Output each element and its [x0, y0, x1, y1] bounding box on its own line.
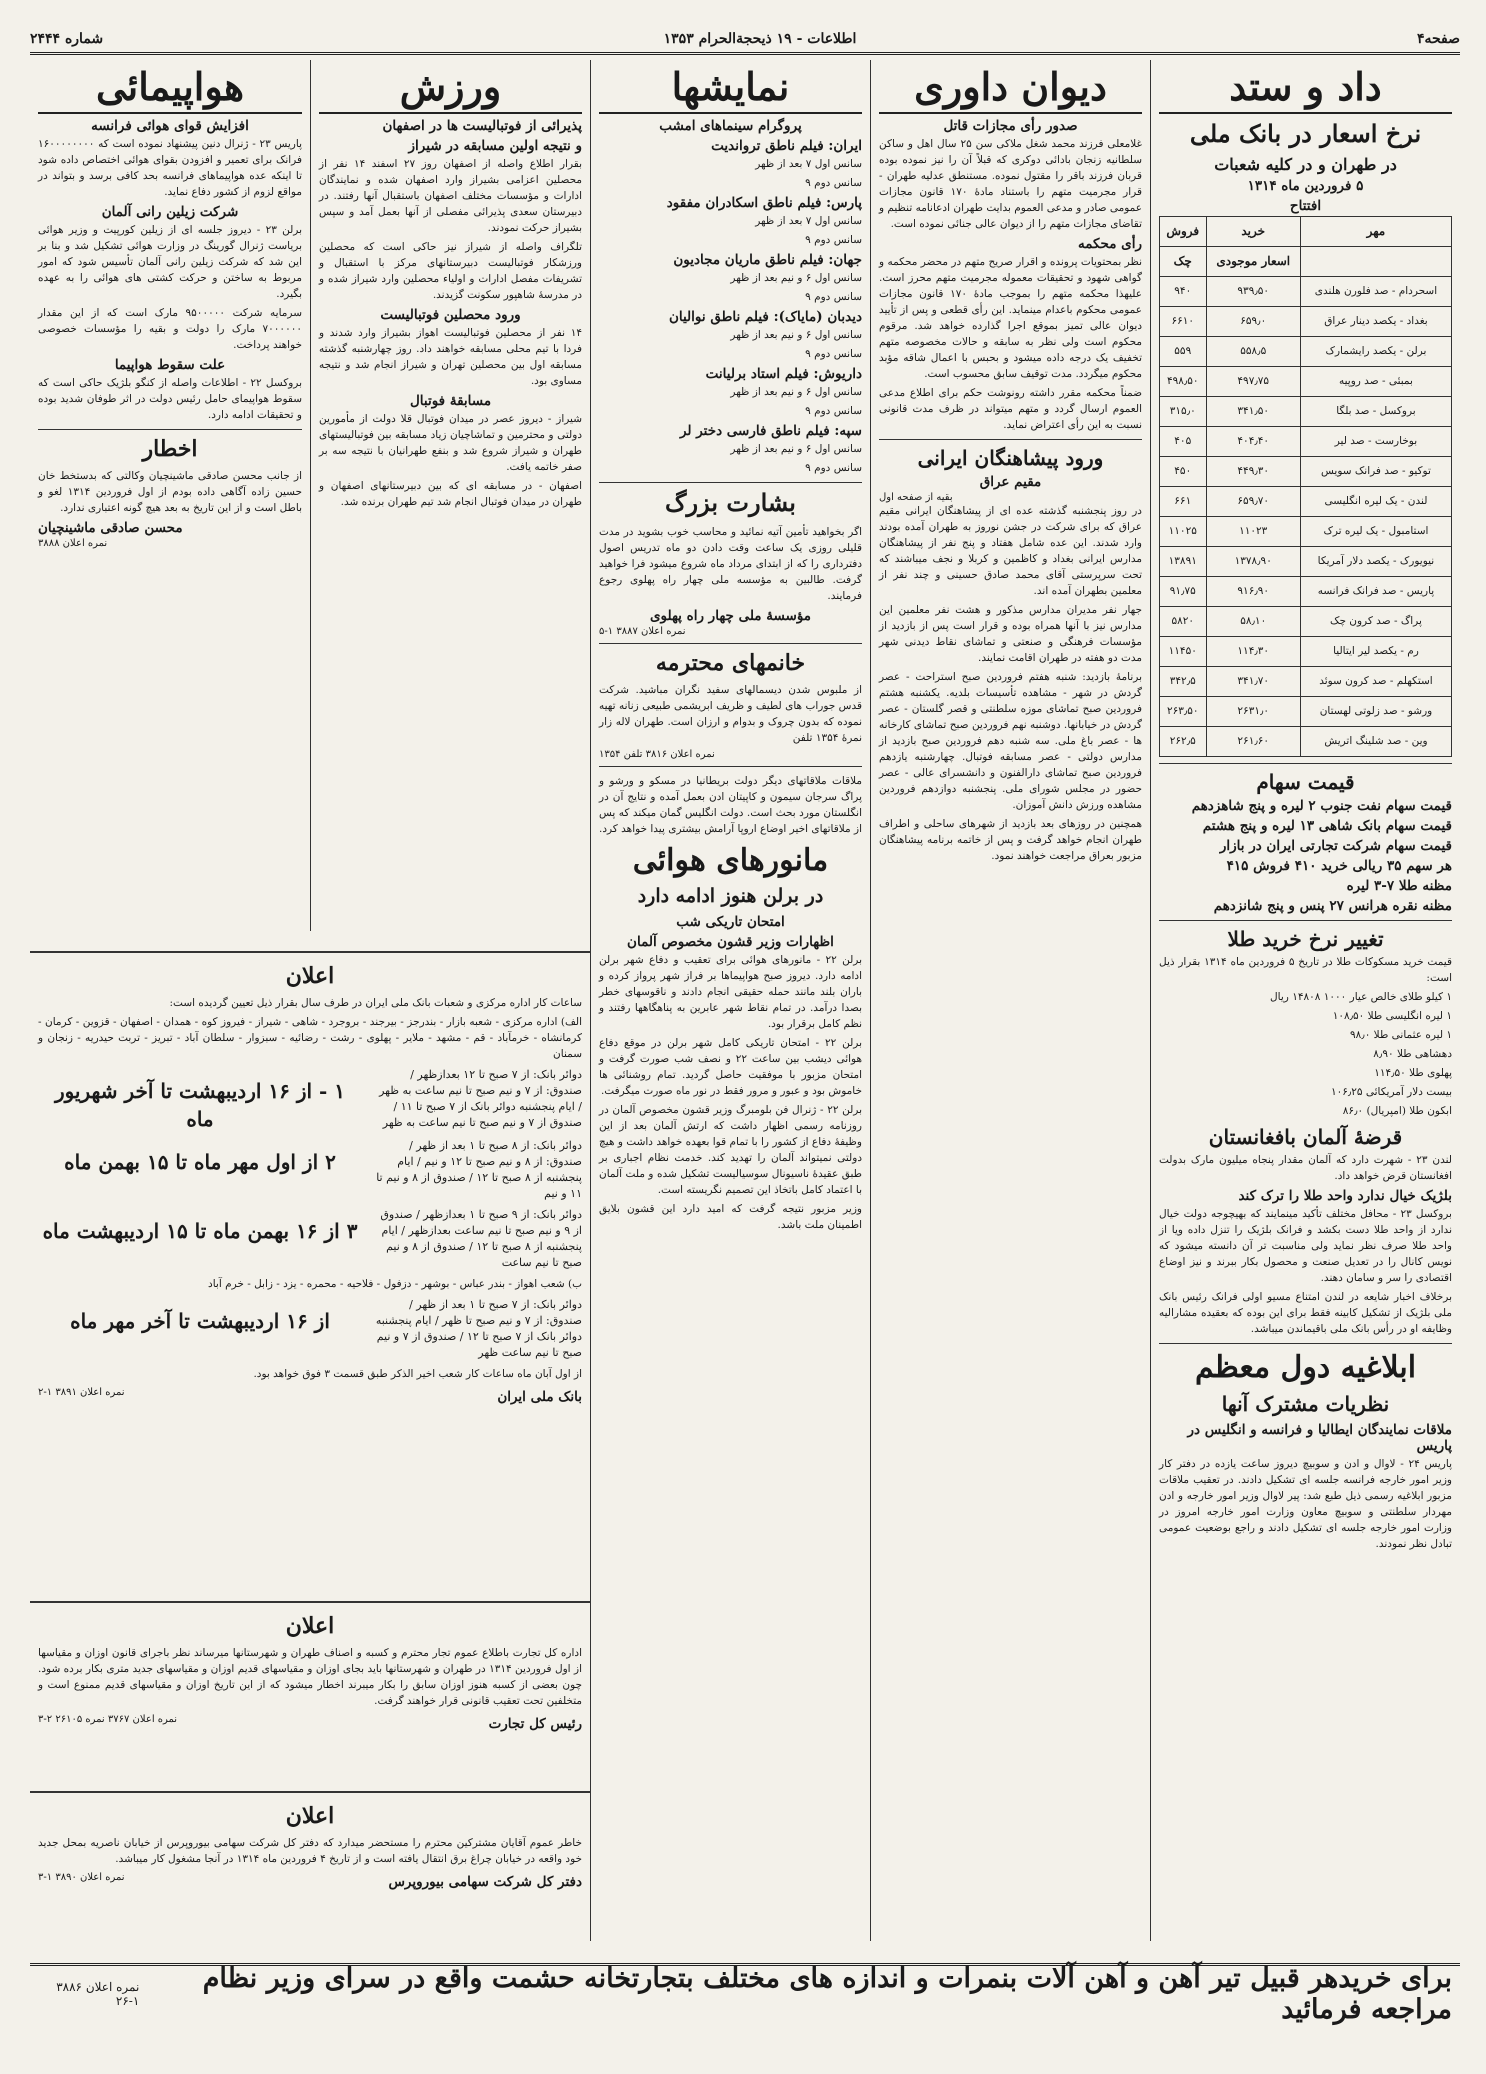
rate-sell: ۶۶۱۰ [1160, 306, 1207, 336]
gold-item: ابکون طلا (امپریال) ۸۶٫۰ [1342, 1104, 1452, 1117]
th-sub-2: چک [1160, 246, 1207, 276]
cinema-item [599, 309, 862, 362]
rate-sell: ۵۸۲۰ [1160, 606, 1207, 636]
schedule-period: از ۱۶ اردیبهشت تا آخر مهر ماه [70, 1309, 330, 1334]
rate-buy: ۳۴۱٫۷۰ [1206, 666, 1300, 696]
aviation-p2: برلن ۲۳ - دیروز جلسه ای از زیلین کورپیت و وزیر هوائی بریاست ژنرال گورینگ در وزارت هوائی تشکیل شد و بنا بر این شد که شرکت زیلین رانی آلمان تأسیس شود که امور مربوط به ساختن و حرکت کشتی های هوائی را به عهده بگیرد. [38, 223, 302, 300]
schedule-period: ۱ - از ۱۶ اردیبهشت تا آخر شهریور ماه [54, 1079, 346, 1132]
gold-item: ۱ کیلو طلای خالص عیار ۱۰۰۰ ۱۴۸۰۸ ریال [1270, 990, 1452, 1003]
maneuver-sub-3: اظهارات وزیر قشون مخصوص آلمان [627, 933, 834, 950]
cinema-show: سانس دوم ۹ [805, 233, 862, 246]
scouts-text-3: برنامهٔ بازدید: شنبه هفتم فروردین صبح استراحت - عصر گردش در شهر - مشاهده تأسیسات بلدیه. یکشنبه هشتم فروردین صبح تماشای موزه سلطنتی و قصر گلستان - عصر گردش در خیابانها. دوشنبه نهم فروردین صبح تماشای کارخانه ها - عصر باغ ملی. سه شنبه دهم فروردین صبح بازدید از مدارس دولتی - عصر مسابقه فوتبال. چهارشنبه یازدهم فروردین صبح تماشای دارالفنون و دانشسرای عالی - عصر حضور در مجلس شورای ملی. پنجشنبه دوازدهم فروردین مشاهده ورزش دانش آموزان. [879, 670, 1142, 811]
court-p1: غلامعلی فرزند محمد شغل ملاکی سن ۲۵ سال اهل و ساکن سلطانیه زنجان بادائی دوکری که قبلاً آن را نیز نموده بوده قربان فرزند باقر را مقتول نموده. مستنطق عدلیه طهران - قرار مجرمیت متهم را باستناد مادهٔ ۱۷۰ قانون مجازات عمومی صادر و مدعی العموم بدایت طهران ادعانامه تنظیم و تقاضای مجازات متهم را از دیوان عالی جنائی نموده است. [878, 137, 1142, 230]
rate-sell: ۹۱٫۷۵ [1160, 576, 1207, 606]
schedule-row [38, 1297, 582, 1361]
scouts-continued: بقیه از صفحه اول [879, 491, 953, 503]
schedule-row [38, 1138, 582, 1202]
cinema-show: سانس دوم ۹ [805, 404, 862, 417]
schedule-row [38, 1207, 582, 1271]
rate-currency: برلن - یکصد رایشمارک [1300, 336, 1451, 366]
page-number: صفحه۴ [1416, 31, 1460, 47]
th-currency: مهر [1300, 216, 1451, 246]
schedule-hours: دوائر بانک: از ۸ صبح تا ۱ بعد از ظهر / صندوق: از ۸ و نیم صبح تا ۱۲ و نیم / ایام پنجشنبه از ۸ صبح تا ۱۲ / صندوق از ۸ و نیم تا ۱۱ و نیم [376, 1139, 582, 1201]
cinema-show: سانس دوم ۹ [805, 290, 862, 303]
loan-text: لندن ۲۳ - شهرت دارد که آلمان مقدار پنجاه میلیون مارک بدولت افغانستان قرض خواهد داد. [1159, 1153, 1452, 1182]
sports-h1: پذیرائی از فوتبالیست ها در اصفهان [382, 117, 582, 134]
rate-currency: بروکسل - صد بلگا [1300, 396, 1451, 426]
maneuver-text-4: وزیر مزبور نتیجه گرفت که امید دارد این قشون بلایق اطمینان ملت باشد. [599, 1202, 862, 1231]
cinema-show: سانس اول ۶ و نیم بعد از ظهر [730, 328, 862, 341]
stock-item: مظنه نقره هرانس ۲۷ پنس و پنج شانزدهم [1213, 897, 1452, 914]
notice1-footer: از اول آبان ماه ساعات کار شعب اخیر الذکر طبق قسمت ۳ فوق خواهد بود. [253, 1368, 582, 1381]
rate-buy: ۹۳۹٫۵۰ [1206, 276, 1300, 306]
loan-title: قرضهٔ آلمان بافغانستان [1208, 1124, 1403, 1149]
rate-row [1160, 726, 1452, 756]
news-text: ملاقات ملاقاتهای دیگر دولت بریطانیا در مسکو و ورشو و پراگ سرجان سیمون و کاپیتان ادن بعمل آمده و نتایج آن در انگلستان مورد بحث است. دولت انگلیس گمان میکند که پس از ملاقاتهای اخیر اوضاع اروپا آرامش بیشتری پیدا خواهد کرد. [599, 774, 862, 835]
gold-list [1159, 989, 1452, 1119]
rate-currency: بوخارست - صد لیر [1300, 426, 1451, 456]
schedule-hours: دوائر بانک: از ۹ صبح تا ۱ بعدازظهر / صندوق از ۹ و نیم صبح تا نیم ساعت بعدازظهر / ایام پنجشنبه از ۸ صبح تا ۱۲ / صندوق از ۸ و نیم صبح تا نیم ساعت [380, 1208, 582, 1270]
rate-buy: ۱۱۰۲۳ [1206, 516, 1300, 546]
notice1-intro: ساعات کار اداره مرکزی و شعبات بانک ملی ایران در طرف سال بقرار ذیل تعیین گردیده است: [169, 997, 582, 1010]
bisharat-title: بشارت بزرگ [665, 487, 796, 517]
sports-column [310, 60, 590, 931]
maneuver-sub: در برلن هنوز ادامه دارد [637, 884, 824, 907]
th-sub-0 [1300, 246, 1451, 276]
page-header [30, 26, 1460, 55]
rate-sell: ۲۶۳٫۵۰ [1160, 696, 1207, 726]
rate-buy: ۲۶۱٫۶۰ [1206, 726, 1300, 756]
exchange-rates-table [1159, 216, 1452, 757]
court-column [870, 60, 1150, 1941]
th-sub-1: اسعار موجودی [1206, 246, 1300, 276]
rate-buy: ۵۵۸٫۵ [1206, 336, 1300, 366]
rate-row [1160, 276, 1452, 306]
cinema-item [599, 195, 862, 248]
notice3-ad-number: نمره اعلان ۳۸۹۰ ۱-۳ [38, 1872, 125, 1884]
cinema-list [599, 138, 862, 476]
finance-column [1150, 60, 1460, 1941]
sports-p1: بقرار اطلاع واصله از اصفهان روز ۲۷ اسفند ۱۴ نفر از محصلین اعزامی بشیراز وارد اصفهان شده و نمایندگان ادارات و مؤسسات مختلف اصفهان باستقبال آنها رفتند. در دبیرستان سعدی پذیرائی مفصلی از آنها بعمل آمد و سپس بشیراز حرکت نمودند. [319, 157, 582, 234]
scouts-text-4: همچنین در روزهای بعد بازدید از شهرهای ساحلی و اطراف طهران انجام خواهد گرفت و پس از خاتمه برنامه پیشاهنگان مزبور بعراق مراجعت خواهند نمود. [879, 817, 1142, 862]
powers-text: پاریس ۲۴ - لاوال و ادن و سوبیچ دیروز ساعت یازده در دفتر کار وزیر امور خارجه فرانسه جلسه ای تشکیل دادند. در تعقیب ملاقات مزبور ابلاغیه رسمی ذیل طبع شد: پیر لاوال وزیر امور خارجه و ادن مهردار سلطنتی و سوبیچ معاون وزارت امور خارجه امروز در وزارت امور خارجه جلسه ای تشکیل دادند و راجع بوضعیت عمومی تبادل نظر نمودند. [1159, 1457, 1453, 1550]
rate-row [1160, 666, 1452, 696]
bisharat-ad-number: نمره اعلان ۳۸۸۷ ۱-۵ [599, 625, 686, 637]
rate-sell: ۱۳۸۹۱ [1160, 546, 1207, 576]
sports-p5: اصفهان - در مسابقه ای که بین دبیرستانهای اصفهان و طهران در میدان فوتبال انجام شد تیم طهران برنده شد. [319, 479, 582, 508]
court-title: دیوان داوری [879, 66, 1142, 114]
notice1-signature: بانک ملی ایران [497, 1389, 582, 1406]
belgium-text-2: برخلاف اخبار شایعه در لندن امتناع مسیو اولی فرانک رئیس بانک ملی بلژیک از تشکیل کابینه فقط برای این بوده که بعقیده مشارالیه وظایفه او در رأس بانک ملی باقیماندن میباشد. [1159, 1290, 1452, 1335]
rate-currency: استامبول - یک لیره ترک [1300, 516, 1451, 546]
rate-buy: ۱۱۴٫۳۰ [1206, 636, 1300, 666]
aviation-p3: سرمایه شرکت ۹۵۰۰۰۰۰ مارک است که از این مقدار ۷۰۰۰۰۰۰ مارک را دولت و بقیه را مؤسسات خصوصی خواهند پرداخت. [38, 306, 302, 351]
warning-signature: محسن صادقی ماشینچیان [38, 520, 183, 537]
th-buy: خرید [1206, 216, 1300, 246]
rate-sell: ۳۴۲٫۵ [1160, 666, 1207, 696]
sports-h1b: و نتیجه اولین مسابقه در شیراز [408, 137, 582, 154]
cinema-name: دیدبان (مایاک): فیلم ناطق نوالیان [668, 308, 862, 325]
gold-item: پهلوی طلا ۱۱۴٫۵۰ [1374, 1066, 1452, 1079]
scouts-text-2: جهار نفر مدیران مدارس مذکور و هشت نفر معلمین این مدارس نیز با آنها همراه بوده و قرار است پس از بازدید از مؤسسات فرهنگی و صنعتی و تماشای نقاط دیدنی شهر مدت دو هفته در طهران اقامت نمایند. [879, 603, 1142, 664]
cinema-name: سپه: فیلم ناطق فارسی دختر لر [679, 422, 862, 439]
aviation-p1: پاریس ۲۳ - ژنرال دنین پیشنهاد نموده است که ۱۶۰۰۰۰۰۰۰۰ فرانک برای تعمیر و افزودن بقوای هوائی اختصاص داده شود تا اینکه عده هواپیماهای فرانسه بحد کافی برسد و بتواند در مواقع لزوم از کشور دفاع نماید. [38, 137, 302, 198]
notice3-signature: دفتر کل شرکت سهامی بیوروپرس [388, 1874, 582, 1891]
aviation-title: هواپیمائی [38, 66, 302, 114]
notice2-title: اعلان [285, 1613, 335, 1639]
rate-buy: ۶۵۹٫۰ [1206, 306, 1300, 336]
cinema-item [599, 252, 862, 305]
notice1-branches-b: ب) شعب اهواز - بندر عباس - بوشهر - دزفول - فلاحیه - محمره - یزد - زابل - خرم آباد [208, 1278, 582, 1291]
newspaper-page [30, 26, 1460, 2025]
rate-currency: وین - صد شلینگ اتریش [1300, 726, 1451, 756]
cinema-program-title: پروگرام سینماهای امشب [659, 117, 802, 134]
gold-item: ۱ لیره عثمانی طلا ۹۸٫۰ [1350, 1028, 1452, 1041]
sports-title: ورزش [319, 66, 582, 114]
cinema-show: سانس دوم ۹ [805, 347, 862, 360]
rate-row [1160, 606, 1452, 636]
cinema-name: پارس: فیلم ناطق اسکادران مفقود [666, 194, 862, 211]
notice3-text: خاطر عموم آقایان مشترکین محترم را مستحضر میدارد که دفتر کل شرکت سهامی بیوروپرس از خیابان ناصریه بمحل جدید خود واقعه در خیابان چراغ برق انتقال یافته است و از تاریخ ۴ فروردین ماه ۱۳۱۴ در آنجا مشغول کار میباشد. [38, 1837, 582, 1866]
rate-currency: ورشو - صد زلوتی لهستان [1300, 696, 1451, 726]
rate-sell: ۹۴۰ [1160, 276, 1207, 306]
notice1-branches-a: الف) اداره مرکزی - شعبه بازار - بندرجز - بیرجند - بروجرد - شاهی - شیراز - فیروز کوه - همدان - اصفهان - قزوین - کرمان - کرمانشاه - خرمآباد - قم - مشهد - ملایر - پهلوی - رشت - رضائیه - سبزوار - سلطان آباد - تبریز - تربت حیدریه - زنجان و سمنان [38, 1016, 582, 1061]
rates-date: ۵ فروردین ماه ۱۳۱۴ [1247, 177, 1364, 194]
trade-notice [30, 1601, 590, 1791]
schedule-row [38, 1067, 582, 1133]
notice3-title: اعلان [285, 1803, 335, 1829]
belgium-text: بروکسل ۲۳ - محافل مختلف تأکید مینمایند که بهیچوجه دولت خیال ندارد از واحد طلا دست بکشد و فرانک بلژیک را تنزل داده ویا از واحد طلا صرف نظر نماید ولی مناسبت تر آن دانسته میشود که نویس کانال را در تعدیل صنعت و محصول بکار ببرند و نیز اوضاع اقتصادی را سر و سامان دهند. [1159, 1207, 1452, 1284]
finance-title: داد و ستد [1159, 66, 1452, 114]
bisharat-text: اگر بخواهید تأمین آتیه نمائید و محاسب خوب بشوید در مدت قلیلی روزی یک ساعت وقت دادن دو ماه تدریس اصول دفترداری را که از ابتدای مرداد ماه شروع میشود فرا خواهید گرفت. طالبین به مؤسسه ملی چهار راه پهلوی رجوع فرمایند. [599, 525, 862, 602]
rate-currency: رم - یکصد لیر ایتالیا [1300, 636, 1451, 666]
cinema-show: سانس اول ۷ بعد از ظهر [755, 157, 862, 170]
footer-main: برای خریدهر قبیل تیر آهن و آهن آلات بنمرات و اندازه های مختلف بتجارتخانه حشمت واقع در سرای وزیر نظام مراجعه فرمائید [202, 1962, 1452, 2025]
notice1-ad-number: نمره اعلان ۳۸۹۱ ۱-۲ [38, 1387, 125, 1399]
aviation-p4: بروکسل ۲۲ - اطلاعات واصله از کنگو بلژیک حاکی است که سقوط هواپیمای حامل رئیس دولت در اثر طوفان شدید بوده و تحقیقات ادامه دارد. [38, 376, 302, 421]
masthead-date: اطلاعات - ۱۹ ذیحجةالحرام ۱۳۵۳ [663, 31, 857, 47]
rate-currency: بغداد - یکصد دینار عراق [1300, 306, 1451, 336]
court-p3: ضمناً محکمه مقرر داشته رونوشت حکم برای اطلاع مدعی العموم ارسال گردد و متهم میتواند در ظرف مدت قانونی نسبت به این رأی اعتراض نماید. [879, 386, 1142, 431]
rate-currency: استکهلم - صد کرون سوئد [1300, 666, 1451, 696]
ladies-ad-number: نمره اعلان ۳۸۱۶ تلفن ۱۳۵۴ [599, 748, 715, 760]
rate-buy: ۴۰۴٫۴۰ [1206, 426, 1300, 456]
stock-item: قیمت سهام شرکت تجارتی ایران در بازار [1219, 837, 1452, 854]
ladies-title: خانمهای محترمه [655, 649, 806, 676]
rate-row [1160, 636, 1452, 666]
rate-row [1160, 336, 1452, 366]
cinema-item [599, 138, 862, 191]
rate-row [1160, 366, 1452, 396]
rate-currency: نیویورک - یکصد دلار آمریکا [1300, 546, 1451, 576]
cinema-name: ایران: فیلم ناطق ترواندیت [711, 137, 862, 154]
scouts-title: ورود پیشاهنگان ایرانی [917, 445, 1104, 470]
court-p2: نظر بمحتویات پرونده و اقرار صریح متهم در محضر محکمه و گواهی شهود و تحقیقات معموله مجرمیت متهم محرز است. علیهذا محکمه متهم را بموجب مادهٔ ۱۷۰ قانون مجازات عمومی محکوم باعدام مینماید. این رأی قطعی و پس از تأیید دیوان عالی تمیز بموقع اجرا گذارده خواهد شد. مرقوم محکوم است ولی نظر به سابقه و حالات مخصوصه متهم تخفیف یک درجه داده میشود و بحبس با اعمال شاقه مؤبد محکوم میگردد. مدت توقیف سابق محسوب است. [879, 255, 1142, 380]
stock-item: قیمت سهام بانک شاهی ۱۳ لیره و پنج هشتم [1202, 817, 1452, 834]
rate-sell: ۴۵۰ [1160, 456, 1207, 486]
rates-opening: افتتاح [1289, 197, 1322, 214]
rate-sell: ۶۶۱ [1160, 486, 1207, 516]
rate-row [1160, 576, 1452, 606]
aviation-column [30, 60, 310, 931]
rate-buy: ۴۹۷٫۷۵ [1206, 366, 1300, 396]
cinema-item [599, 366, 862, 419]
rate-currency: پراگ - صد کرون چک [1300, 606, 1451, 636]
rate-row [1160, 546, 1452, 576]
rate-buy: ۱۳۷۸٫۹۰ [1206, 546, 1300, 576]
court-h2: رأی محکمه [1078, 235, 1142, 252]
schedule-group-b [38, 1297, 582, 1361]
cinema-show: سانس اول ۶ و نیم بعد از ظهر [730, 271, 862, 284]
maneuver-text-3: برلن ۲۲ - ژنرال فن بلومبرگ وزیر قشون مخصوص آلمان در روزنامه رسمی اظهار داشت که ارتش آلمان بعد از این وظیفهٔ دفاع از کشور را با تمام قوا بعهده خواهد داشت و هیچ دولتی نمیتواند آلمان را تهدید کند. خدمت نظام اجباری بر طبق عقیدهٔ ناسیونال سوسیالیست تشکیل شده و ملت آلمان با اعتماد کامل باتخاذ این تصمیم نگریسته است. [599, 1103, 863, 1196]
maneuver-text-2: برلن ۲۲ - امتحان تاریکی کامل شهر برلن در موقع دفاع هوائی دیشب بین ساعت ۲۲ و نصف شب صورت گرفت و امتحان مزبور با موفقیت حاصل گردید. تمام روشنائی ها خاموش بود و عبور و مرور فقط در نور ماه صورت میگرفت. [599, 1036, 862, 1097]
rate-row [1160, 516, 1452, 546]
schedule-group-a [38, 1067, 582, 1271]
bank-hours-notice [30, 951, 590, 1601]
ladies-text: از ملبوس شدن دیسمالهای سفید نگران مباشید. شرکت قدس جوراب های لطیف و ظریف ابریشمی طبیعی زنانه تهیه نموده که بدون چروک و بدوام و ارزان است. طهران لاله زار نمرهٔ ۱۳۵۴ تلفن [599, 683, 862, 744]
scouts-text: در روز پنجشنبه گذشته عده ای از پیشاهنگان ایرانی مقیم عراق که برای شرکت در جشن نوروز به طهران آمده بودند وارد شدند. این عده شامل هفتاد و پنج نفر از پیشاهنگان مدارس ایرانی بغداد و کاظمین و کربلا و نجف میباشند که تحت سرپرستی آقای محمد صادق حسینی و چند نفر از معلمین بطهران آمده اند. [879, 504, 1142, 597]
maneuver-sub-2: امتحان تاریکی شب [676, 913, 785, 930]
rate-buy: ۶۵۹٫۷۰ [1206, 486, 1300, 516]
notice1-title: اعلان [285, 963, 335, 989]
powers-title: ابلاغیه دول معظم [1194, 1349, 1417, 1385]
gold-intro: قیمت خرید مسکوکات طلا در تاریخ ۵ فروردین ماه ۱۳۱۴ بقرار ذیل است: [1159, 955, 1452, 984]
rate-row [1160, 396, 1452, 426]
bureau-notice [30, 1791, 590, 1941]
powers-subtitle: نظریات مشترک آنها [1221, 1391, 1390, 1416]
stock-item: قیمت سهام نفت جنوب ۲ لیره و پنج شاهزدهم [1191, 797, 1452, 814]
rate-buy: ۲۶۳۱٫۰ [1206, 696, 1300, 726]
footer-ad-number: نمره اعلان ۳۸۸۶ ۱-۲۶ [56, 1979, 140, 2008]
gold-item: بیست دلار آمریکائی ۱۰۶٫۲۵ [1330, 1085, 1452, 1098]
stock-title: قیمت سهام [1256, 769, 1355, 794]
rate-sell: ۴۹۸٫۵۰ [1160, 366, 1207, 396]
warning-ad-number: نمره اعلان ۳۸۸۸ [38, 538, 108, 550]
warning-title: اخطار [142, 435, 198, 462]
rate-row [1160, 696, 1452, 726]
rate-row [1160, 456, 1452, 486]
schedule-period: ۲ از اول مهر ماه تا ۱۵ بهمن ماه [64, 1150, 336, 1175]
rate-row [1160, 426, 1452, 456]
cinema-show: سانس اول ۶ و نیم بعد از ظهر [730, 385, 862, 398]
rate-currency: لندن - یک لیره انگلیسی [1300, 486, 1451, 516]
scouts-sub: مقیم عراق [979, 473, 1042, 490]
stock-item: مظنه طلا ۷-۳ لیره [1346, 877, 1452, 894]
rate-buy: ۵۸٫۱۰ [1206, 606, 1300, 636]
footer-ad [30, 1962, 1460, 2025]
shows-title: نمایشها [599, 66, 862, 114]
rates-title: نرخ اسعار در بانک ملی [1189, 118, 1422, 148]
rate-sell: ۱۱۴۵۰ [1160, 636, 1207, 666]
warning-text: از جانب محسن صادقی ماشینچیان وکالتی که بدستخط خان حسین زاده آگاهی داده بودم از اول فروردین ۱۳۱۴ لغو و باطل است و از این تاریخ به بعد هیچ گونه اعتباری ندارد. [38, 470, 303, 515]
notice2-signature: رئیس کل تجارت [488, 1716, 582, 1733]
cinema-name: جهان: فیلم ناطق ماریان مجادیون [673, 251, 862, 268]
rate-buy: ۳۴۱٫۵۰ [1206, 396, 1300, 426]
cinema-show: سانس اول ۶ و نیم بعد از ظهر [730, 442, 862, 455]
sports-p2: تلگراف واصله از شیراز نیز حاکی است که محصلین ورزشکار فوتبالیست دبیرستانهای مرکز با استقبال و تشریفات مفصل ادارات و اولیاء محصلین وارد شیراز شده و در مدرسهٔ شاهپور سکونت گزیدند. [319, 240, 582, 301]
rate-sell: ۴۰۵ [1160, 426, 1207, 456]
rate-row [1160, 306, 1452, 336]
sports-h3: مسابقهٔ فوتبال [409, 392, 492, 409]
schedule-period: ۳ از ۱۶ بهمن ماه تا ۱۵ اردیبهشت ماه [42, 1219, 358, 1244]
belgium-title: بلژیک خیال ندارد واحد طلا را ترک کند [1238, 1187, 1452, 1204]
rate-buy: ۴۴۹٫۳۰ [1206, 456, 1300, 486]
gold-title: تغییر نرخ خرید طلا [1227, 926, 1384, 951]
cinema-show: سانس دوم ۹ [805, 176, 862, 189]
maneuver-title: مانورهای هوائی [632, 842, 829, 878]
issue-number: شماره ۲۴۴۴ [30, 31, 104, 47]
sports-h2: ورود محصلین فوتبالیست [380, 306, 521, 323]
notice2-ad-number: نمره اعلان ۳۷۶۷ نمره ۲۶۱۰۵ ۲-۳ [38, 1714, 178, 1726]
sports-p3: ۱۴ نفر از محصلین فوتبالیست اهواز بشیراز وارد شدند و فردا با تیم محلی مسابقه خواهند داد. روز چهارشنبه گذشته مسابقه اول بین محصلین تهران و شیراز انجام شد و نتیجه مساوی بود. [319, 326, 582, 387]
maneuver-text: برلن ۲۲ - مانورهای هوائی برای تعقیب و دفاع شهر برلن ادامه دارد. دیروز صبح هواپیماها بر فراز شهر پرواز کرده و باران بلند مانند حمله حقیقی انجام دادند و ناقوسهای خطر بصدا درآمد. در تمام نقاط شهر عابرین به پناهگاهها رفتند و نظم کامل برقرار بود. [599, 953, 862, 1030]
sports-p4: شیراز - دیروز عصر در میدان فوتبال قلا دولت از مأمورین دولتی و محترمین و تماشاچیان زیاد مسابقه بین فوتبالیستهای طهران و شیراز شروع شد و بنفع طهرانیان با نتیجه سه بر صفر خاتمه یافت. [319, 412, 582, 473]
stocks-list [1159, 798, 1452, 914]
schedule-hours: دوائر بانک: از ۷ صبح تا ۱۲ بعدازظهر / صندوق: از ۷ و نیم صبح تا نیم ساعت به ظهر / ایام پنجشنبه دوائر بانک از ۷ صبح تا ۱۱ / صندوق از ۷ و نیم صبح تا نیم ساعت به ظهر [379, 1068, 582, 1130]
th-sell: فروش [1160, 216, 1207, 246]
rate-currency: اسحردام - صد فلورن هلندی [1300, 276, 1451, 306]
shows-column [590, 60, 870, 1941]
powers-subtitle-2: ملاقات نمایندگان ایطالیا و فرانسه و انگلیس در پاریس [1187, 1421, 1452, 1454]
notice2-text: اداره کل تجارت باطلاع عموم تجار محترم و کسبه و اصناف طهران و شهرستانها میرساند نظر باجرای قانون اوزان و مقیاسها از اول فروردین ۱۳۱۴ در طهران و شهرستانها باید بجای اوزان و مقیاسهای قدیم اوزان و مقیاسهای جدید متری بکار برده شود. چون بعضی از کسبه هنوز اوزان سابق را بکار میبرند اخطار میشود که از این تاریخ اوزان و مقیاسهای قدیم ممنوع است و متخلفین تحت تعقیب قانونی قرار خواهند گرفت. [38, 1647, 582, 1708]
rates-subtitle: در طهران و در کلیه شعبات [1214, 154, 1397, 174]
gold-item: دهشاهی طلا ۸٫۹۰ [1373, 1047, 1452, 1060]
rate-sell: ۱۱۰۲۵ [1160, 516, 1207, 546]
court-h1: صدور رأی مجازات قاتل [943, 117, 1078, 134]
cinema-show: سانس دوم ۹ [805, 461, 862, 474]
aviation-h1: افزایش قوای هوائی فرانسه [91, 117, 249, 134]
schedule-hours: دوائر بانک: از ۷ صبح تا ۱ بعد از ظهر / صندوق: از ۷ و نیم صبح تا ظهر / ایام پنجشنبه دوائر بانک از ۷ صبح تا ۱۲ / صندوق از ۷ و نیم صبح تا نیم ساعت ظهر [375, 1298, 582, 1360]
rate-currency: بمبئی - صد روپیه [1300, 366, 1451, 396]
cinema-item [599, 423, 862, 476]
rate-row [1160, 486, 1452, 516]
rate-currency: توکیو - صد فرانک سویس [1300, 456, 1451, 486]
stock-item: هر سهم ۳۵ ریالی خرید ۴۱۰ فروش ۴۱۵ [1226, 857, 1452, 874]
bisharat-contact: مؤسسهٔ ملی چهار راه پهلوی [649, 607, 812, 624]
aviation-h2: شرکت زیلین رانی آلمان [101, 203, 239, 220]
cinema-show: سانس اول ۷ بعد از ظهر [755, 214, 862, 227]
rate-sell: ۳۱۵٫۰ [1160, 396, 1207, 426]
aviation-h3: علت سقوط هواپیما [114, 356, 226, 373]
rate-sell: ۲۶۲٫۵ [1160, 726, 1207, 756]
cinema-name: داریوش: فیلم استاد برلیانت [705, 365, 862, 382]
rate-buy: ۹۱۶٫۹۰ [1206, 576, 1300, 606]
rate-sell: ۵۵۹ [1160, 336, 1207, 366]
gold-item: ۱ لیره انگلیسی طلا ۱۰۸٫۵۰ [1332, 1009, 1452, 1022]
rate-currency: پاریس - صد فرانک فرانسه [1300, 576, 1451, 606]
